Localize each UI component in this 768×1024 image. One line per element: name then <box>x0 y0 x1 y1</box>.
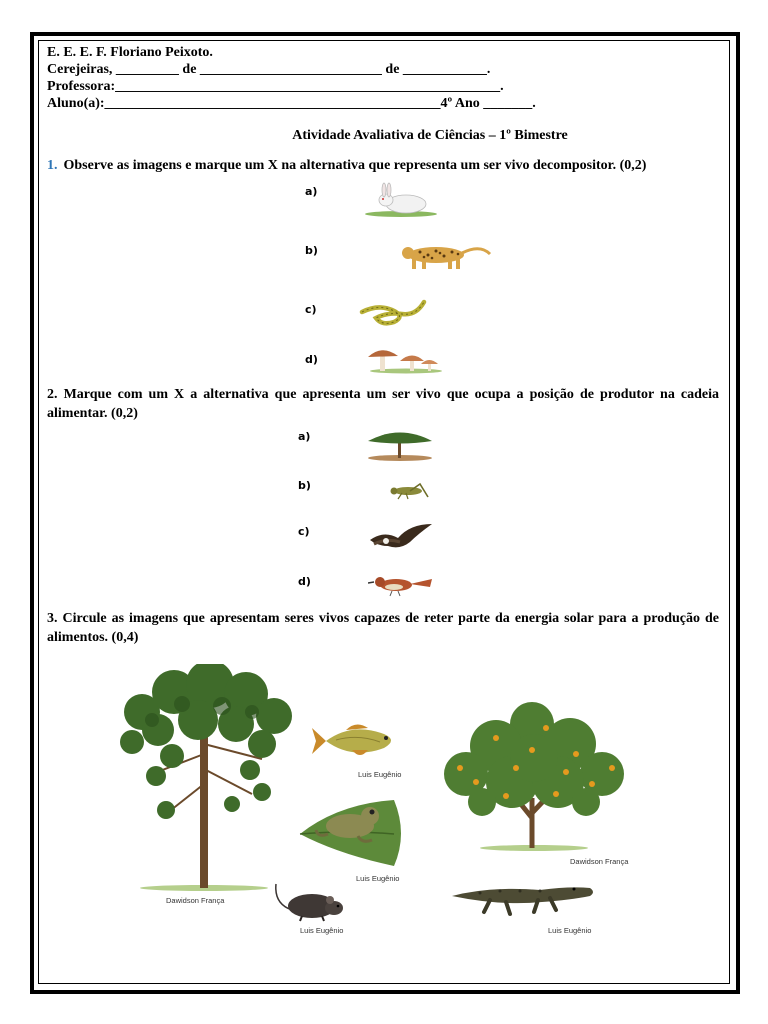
q2-option-b-label[interactable]: b) <box>298 479 311 492</box>
question-1-number: 1. <box>47 158 58 173</box>
mushrooms-icon <box>366 346 446 374</box>
date-line: Cerejeiras, _________ de __________________________ de ____________. <box>47 62 491 77</box>
rabbit-icon <box>362 182 440 218</box>
caption-frog: Luis Eugênio <box>356 874 400 883</box>
q1-option-d-label[interactable]: d) <box>305 353 318 366</box>
bird-icon <box>368 573 434 597</box>
snake-icon <box>358 296 430 328</box>
school-name: E. E. E. F. Floriano Peixoto. <box>47 45 213 60</box>
jaguar-icon <box>398 240 494 272</box>
question-3 <box>47 609 719 647</box>
eagle-icon <box>366 520 436 554</box>
caption-alligator: Luis Eugênio <box>548 926 592 935</box>
grasshopper-icon <box>384 481 434 501</box>
q2-option-c-label[interactable]: c) <box>298 525 310 538</box>
question-1-text: Observe as imagens e marque um X na alternativa que representa um ser vivo decompositor. (0,2) <box>63 158 647 173</box>
frog-on-leaf-illustration <box>298 794 410 874</box>
rat-illustration <box>272 880 348 922</box>
question-2-number: 2. <box>47 387 58 402</box>
araucaria-tree-illustration <box>112 664 296 894</box>
q1-option-b-label[interactable]: b) <box>305 244 318 257</box>
teacher-line: Professora:_______________________________________________________. <box>47 79 504 94</box>
caption-rat: Luis Eugênio <box>300 926 344 935</box>
question-3-number: 3. <box>47 611 58 626</box>
q1-option-c-label[interactable]: c) <box>305 303 317 316</box>
orange-tree-illustration <box>436 698 632 854</box>
caption-fish: Luis Eugênio <box>358 770 402 779</box>
student-line: Aluno(a):________________________________________________4º Ano _______. <box>47 96 536 111</box>
q2-option-a-label[interactable]: a) <box>298 430 311 443</box>
caption-araucaria: Dawidson França <box>166 896 225 905</box>
tree-icon <box>364 426 436 462</box>
question-1 <box>47 156 719 175</box>
alligator-illustration <box>450 876 596 920</box>
question-2-text: Marque com um X a alternativa que apresenta um ser vivo que ocupa a posição de produtor na cadeia alimentar. (0,2) <box>47 387 720 421</box>
q1-option-a-label[interactable]: a) <box>305 185 318 198</box>
caption-orange-tree: Dawidson França <box>570 857 629 866</box>
fish-illustration <box>312 720 404 762</box>
activity-title: Atividade Avaliativa de Ciências – 1º Bimestre <box>292 128 568 143</box>
question-3-text: Circule as imagens que apresentam seres vivos capazes de reter parte da energia solar para a produção de alimentos. (0,4) <box>47 611 720 645</box>
q2-option-d-label[interactable]: d) <box>298 575 311 588</box>
question-2 <box>47 385 719 423</box>
